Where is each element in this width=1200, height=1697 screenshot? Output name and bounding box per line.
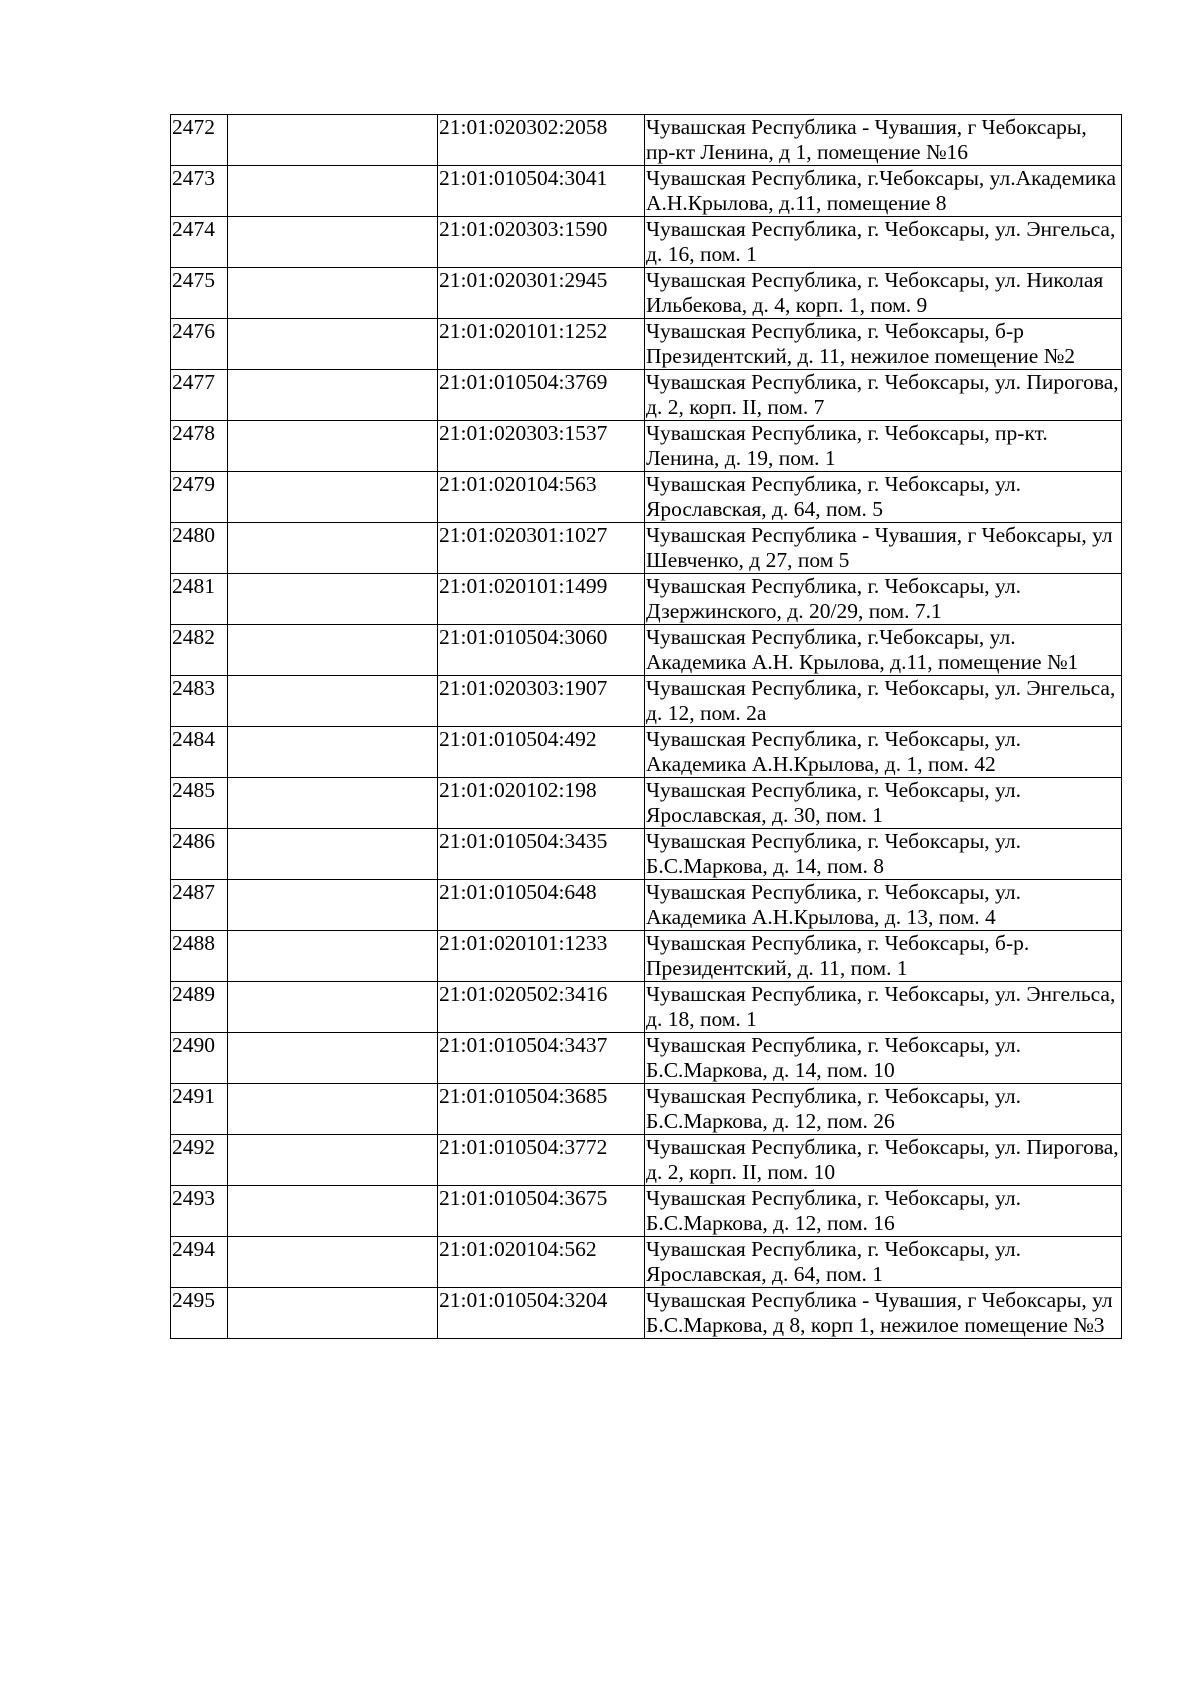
cadastral-number-cell: 21:01:010504:492 — [438, 727, 645, 778]
cadastral-number-cell: 21:01:020301:1027 — [438, 523, 645, 574]
table-row — [171, 166, 1122, 217]
table-row — [171, 319, 1122, 370]
row-number-cell: 2485 — [171, 778, 228, 829]
cadastral-number-cell: 21:01:010504:3204 — [438, 1288, 645, 1339]
row-number-cell: 2480 — [171, 523, 228, 574]
cadastral-number-cell: 21:01:020302:2058 — [438, 115, 645, 166]
table-row — [171, 1186, 1122, 1237]
cadastral-number-cell: 21:01:020104:562 — [438, 1237, 645, 1288]
table-row — [171, 1135, 1122, 1186]
cadastral-number-cell: 21:01:020502:3416 — [438, 982, 645, 1033]
name-cell — [228, 1237, 438, 1288]
cadastral-number-cell: 21:01:020303:1537 — [438, 421, 645, 472]
table-row — [171, 574, 1122, 625]
address-cell: Чувашская Республика, г. Чебоксары, ул. Энгельса, д. 12, пом. 2а — [645, 676, 1122, 727]
name-cell — [228, 1186, 438, 1237]
row-number-cell: 2478 — [171, 421, 228, 472]
cadastral-number-cell: 21:01:020101:1233 — [438, 931, 645, 982]
name-cell — [228, 880, 438, 931]
name-cell — [228, 115, 438, 166]
registry-table-body — [171, 115, 1122, 1339]
name-cell — [228, 1084, 438, 1135]
name-cell — [228, 625, 438, 676]
row-number-cell: 2481 — [171, 574, 228, 625]
address-cell: Чувашская Республика, г. Чебоксары, б-р Президентский, д. 11, нежилое помещение №2 — [645, 319, 1122, 370]
cadastral-number-cell: 21:01:020303:1590 — [438, 217, 645, 268]
address-cell: Чувашская Республика, г. Чебоксары, ул. Б.С.Маркова, д. 14, пом. 8 — [645, 829, 1122, 880]
name-cell — [228, 829, 438, 880]
name-cell — [228, 778, 438, 829]
row-number-cell: 2490 — [171, 1033, 228, 1084]
name-cell — [228, 574, 438, 625]
row-number-cell: 2474 — [171, 217, 228, 268]
table-row — [171, 1084, 1122, 1135]
table-row — [171, 880, 1122, 931]
name-cell — [228, 472, 438, 523]
row-number-cell: 2487 — [171, 880, 228, 931]
name-cell — [228, 421, 438, 472]
table-row — [171, 421, 1122, 472]
cadastral-number-cell: 21:01:020301:2945 — [438, 268, 645, 319]
address-cell: Чувашская Республика, г. Чебоксары, ул. Пирогова, д. 2, корп. II, пом. 10 — [645, 1135, 1122, 1186]
address-cell: Чувашская Республика, г. Чебоксары, ул. Академика А.Н.Крылова, д. 1, пом. 42 — [645, 727, 1122, 778]
address-cell: Чувашская Республика, г. Чебоксары, ул. Николая Ильбекова, д. 4, корп. 1, пом. 9 — [645, 268, 1122, 319]
name-cell — [228, 982, 438, 1033]
property-registry-table — [170, 114, 1122, 1339]
name-cell — [228, 727, 438, 778]
name-cell — [228, 166, 438, 217]
name-cell — [228, 1033, 438, 1084]
row-number-cell: 2473 — [171, 166, 228, 217]
row-number-cell: 2494 — [171, 1237, 228, 1288]
address-cell: Чувашская Республика, г. Чебоксары, б-р. Президентский, д. 11, пом. 1 — [645, 931, 1122, 982]
row-number-cell: 2484 — [171, 727, 228, 778]
name-cell — [228, 370, 438, 421]
row-number-cell: 2479 — [171, 472, 228, 523]
address-cell: Чувашская Республика, г. Чебоксары, ул. Ярославская, д. 64, пом. 1 — [645, 1237, 1122, 1288]
name-cell — [228, 523, 438, 574]
address-cell: Чувашская Республика - Чувашия, г Чебоксары, ул Шевченко, д 27, пом 5 — [645, 523, 1122, 574]
address-cell: Чувашская Республика, г. Чебоксары, ул. Ярославская, д. 30, пом. 1 — [645, 778, 1122, 829]
name-cell — [228, 268, 438, 319]
row-number-cell: 2475 — [171, 268, 228, 319]
table-row — [171, 931, 1122, 982]
row-number-cell: 2477 — [171, 370, 228, 421]
address-cell: Чувашская Республика, г. Чебоксары, ул. Б.С.Маркова, д. 12, пом. 16 — [645, 1186, 1122, 1237]
address-cell: Чувашская Республика, г. Чебоксары, ул. Б.С.Маркова, д. 14, пом. 10 — [645, 1033, 1122, 1084]
table-row — [171, 472, 1122, 523]
cadastral-number-cell: 21:01:020101:1252 — [438, 319, 645, 370]
table-row — [171, 829, 1122, 880]
table-row — [171, 115, 1122, 166]
row-number-cell: 2488 — [171, 931, 228, 982]
name-cell — [228, 1288, 438, 1339]
table-row — [171, 217, 1122, 268]
row-number-cell: 2486 — [171, 829, 228, 880]
table-row — [171, 727, 1122, 778]
row-number-cell: 2482 — [171, 625, 228, 676]
address-cell: Чувашская Республика, г. Чебоксары, ул. Энгельса, д. 18, пом. 1 — [645, 982, 1122, 1033]
row-number-cell: 2483 — [171, 676, 228, 727]
address-cell: Чувашская Республика, г.Чебоксары, ул. Академика А.Н. Крылова, д.11, помещение №1 — [645, 625, 1122, 676]
table-row — [171, 370, 1122, 421]
address-cell: Чувашская Республика, г. Чебоксары, ул. Академика А.Н.Крылова, д. 13, пом. 4 — [645, 880, 1122, 931]
address-cell: Чувашская Республика, г. Чебоксары, ул. Энгельса, д. 16, пом. 1 — [645, 217, 1122, 268]
table-row — [171, 523, 1122, 574]
row-number-cell: 2489 — [171, 982, 228, 1033]
cadastral-number-cell: 21:01:020102:198 — [438, 778, 645, 829]
address-cell: Чувашская Республика - Чувашия, г Чебоксары, пр-кт Ленина, д 1, помещение №16 — [645, 115, 1122, 166]
cadastral-number-cell: 21:01:010504:3041 — [438, 166, 645, 217]
row-number-cell: 2493 — [171, 1186, 228, 1237]
row-number-cell: 2476 — [171, 319, 228, 370]
table-row — [171, 268, 1122, 319]
name-cell — [228, 676, 438, 727]
address-cell: Чувашская Республика - Чувашия, г Чебоксары, ул Б.С.Маркова, д 8, корп 1, нежилое помещение №3 — [645, 1288, 1122, 1339]
address-cell: Чувашская Республика, г. Чебоксары, ул. Б.С.Маркова, д. 12, пом. 26 — [645, 1084, 1122, 1135]
row-number-cell: 2491 — [171, 1084, 228, 1135]
cadastral-number-cell: 21:01:010504:3685 — [438, 1084, 645, 1135]
table-row — [171, 1237, 1122, 1288]
name-cell — [228, 1135, 438, 1186]
address-cell: Чувашская Республика, г. Чебоксары, ул. Дзержинского, д. 20/29, пом. 7.1 — [645, 574, 1122, 625]
name-cell — [228, 319, 438, 370]
name-cell — [228, 931, 438, 982]
cadastral-number-cell: 21:01:010504:648 — [438, 880, 645, 931]
cadastral-number-cell: 21:01:010504:3772 — [438, 1135, 645, 1186]
cadastral-number-cell: 21:01:020104:563 — [438, 472, 645, 523]
name-cell — [228, 217, 438, 268]
cadastral-number-cell: 21:01:010504:3060 — [438, 625, 645, 676]
table-row — [171, 676, 1122, 727]
cadastral-number-cell: 21:01:020303:1907 — [438, 676, 645, 727]
address-cell: Чувашская Республика, г. Чебоксары, пр-кт. Ленина, д. 19, пом. 1 — [645, 421, 1122, 472]
table-row — [171, 1033, 1122, 1084]
cadastral-number-cell: 21:01:020101:1499 — [438, 574, 645, 625]
row-number-cell: 2472 — [171, 115, 228, 166]
cadastral-number-cell: 21:01:010504:3675 — [438, 1186, 645, 1237]
table-row — [171, 778, 1122, 829]
row-number-cell: 2495 — [171, 1288, 228, 1339]
cadastral-number-cell: 21:01:010504:3437 — [438, 1033, 645, 1084]
cadastral-number-cell: 21:01:010504:3769 — [438, 370, 645, 421]
table-row — [171, 625, 1122, 676]
address-cell: Чувашская Республика, г. Чебоксары, ул. Пирогова, д. 2, корп. II, пом. 7 — [645, 370, 1122, 421]
address-cell: Чувашская Республика, г.Чебоксары, ул.Академика А.Н.Крылова, д.11, помещение 8 — [645, 166, 1122, 217]
address-cell: Чувашская Республика, г. Чебоксары, ул. Ярославская, д. 64, пом. 5 — [645, 472, 1122, 523]
table-row — [171, 982, 1122, 1033]
table-row — [171, 1288, 1122, 1339]
row-number-cell: 2492 — [171, 1135, 228, 1186]
cadastral-number-cell: 21:01:010504:3435 — [438, 829, 645, 880]
